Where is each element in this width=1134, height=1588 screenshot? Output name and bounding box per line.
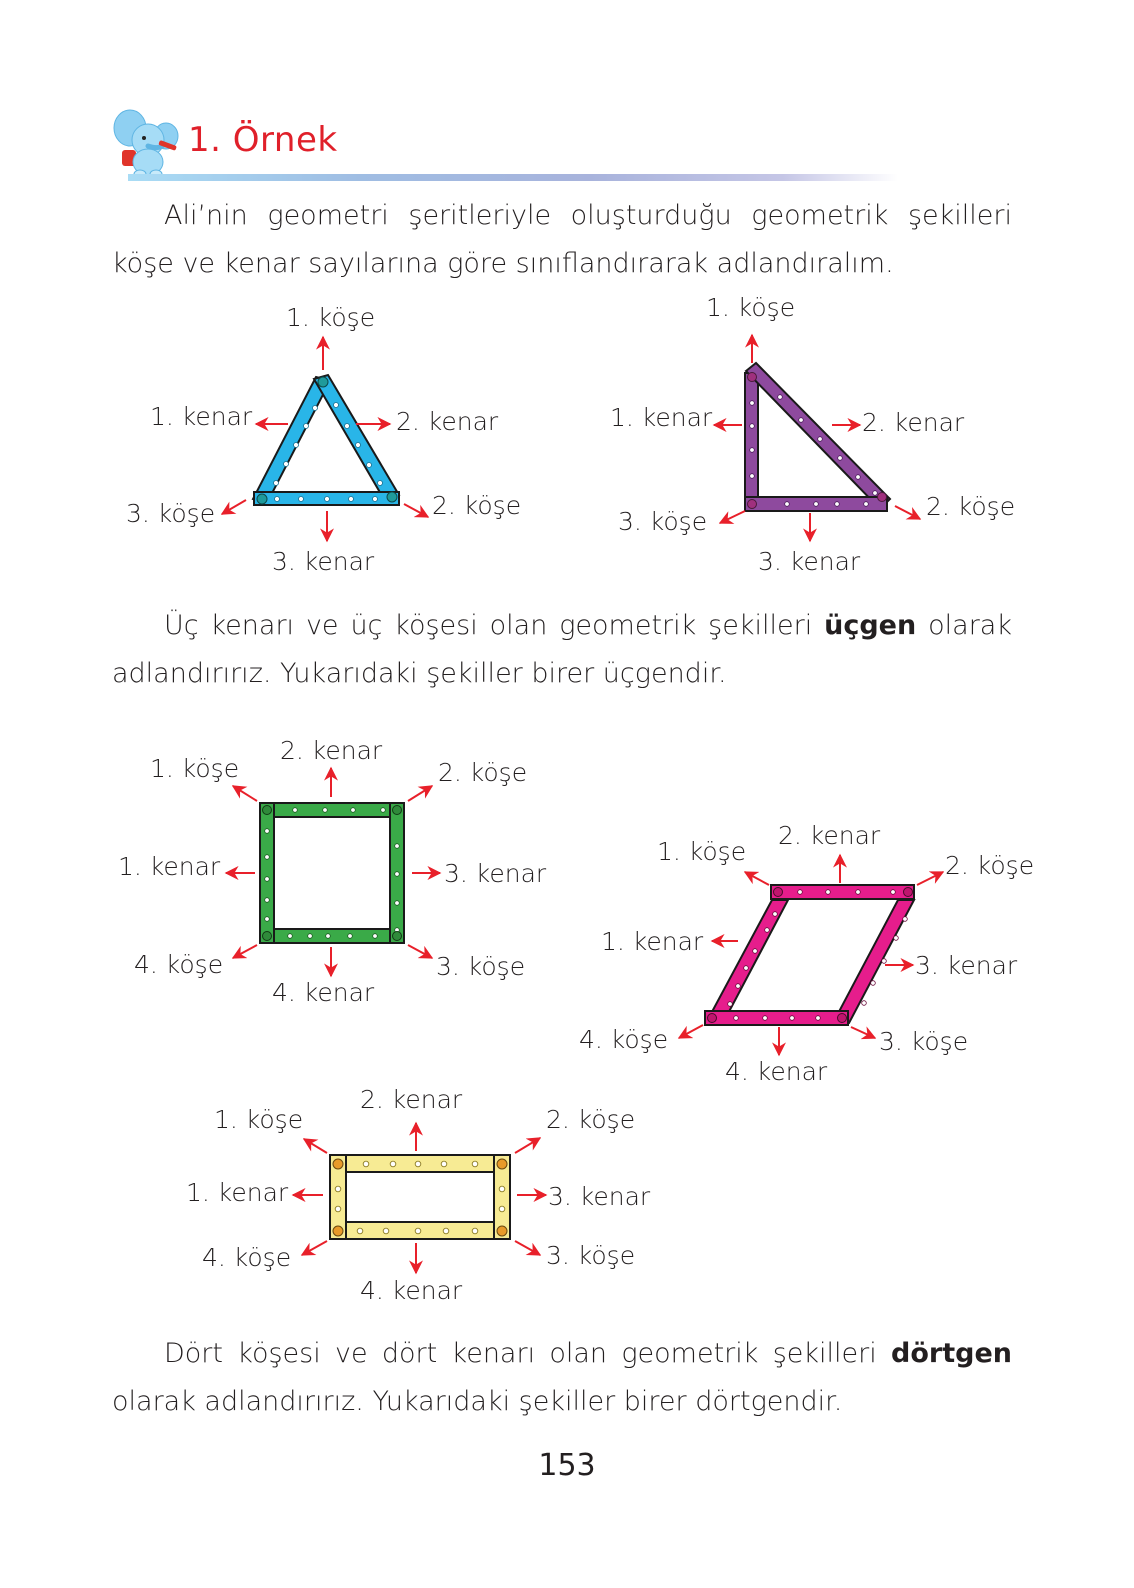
blue-side-1-label: 1. kenar bbox=[150, 402, 253, 431]
rect-side-3-label: 3. kenar bbox=[548, 1182, 651, 1211]
purple-triangle-figure bbox=[600, 285, 1030, 585]
square-side-2-label: 2. kenar bbox=[280, 736, 383, 765]
triangle-def-text: Üç kenarı ve üç köşesi olan geometrik şekilleri bbox=[164, 610, 813, 641]
purple-side-2-label: 2. kenar bbox=[862, 408, 965, 437]
rect-vertex-4-label: 4. köşe bbox=[202, 1243, 292, 1272]
intro-paragraph bbox=[112, 192, 1012, 288]
heading-title: 1. Örnek bbox=[188, 120, 338, 160]
para-side-1-label: 1. kenar bbox=[601, 927, 704, 956]
para-vertex-1-label: 1. köşe bbox=[657, 837, 747, 866]
intro-line-2: köşe ve kenar sayılarına göre sınıflandırarak adlandıralım. bbox=[112, 248, 894, 279]
purple-side-3-label: 3. kenar bbox=[758, 547, 861, 576]
blue-side-2-label: 2. kenar bbox=[396, 407, 499, 436]
quad-def-text: Dört köşesi ve dört kenarı olan geometrik şekilleri bbox=[164, 1338, 877, 1369]
rect-side-1-label: 1. kenar bbox=[186, 1178, 289, 1207]
blue-vertex-1-label: 1. köşe bbox=[286, 303, 376, 332]
term-dortgen: dörtgen bbox=[891, 1338, 1012, 1369]
square-side-4-label: 4. kenar bbox=[272, 978, 375, 1007]
para-vertex-4-label: 4. köşe bbox=[579, 1025, 669, 1054]
triangle-definition bbox=[112, 602, 1012, 698]
triangle-def-line-2: adlandırırız. Yukarıdaki şekiller birer üçgendir. bbox=[112, 658, 727, 689]
square-vertex-3-label: 3. köşe bbox=[436, 952, 526, 981]
purple-vertex-2-label: 2. köşe bbox=[926, 492, 1016, 521]
para-vertex-3-label: 3. köşe bbox=[879, 1027, 969, 1056]
blue-triangle-figure bbox=[110, 295, 530, 585]
para-side-3-label: 3. kenar bbox=[915, 951, 1018, 980]
rect-vertex-3-label: 3. köşe bbox=[546, 1241, 636, 1270]
square-vertex-2-label: 2. köşe bbox=[438, 758, 528, 787]
term-ucgen: üçgen bbox=[824, 610, 917, 641]
quad-def-line-2: olarak adlandırırız. Yukarıdaki şekiller birer dörtgendir. bbox=[112, 1386, 843, 1417]
para-vertex-2-label: 2. köşe bbox=[945, 851, 1035, 880]
blue-vertex-2-label: 2. köşe bbox=[432, 491, 522, 520]
blue-vertex-3-label: 3. köşe bbox=[126, 499, 216, 528]
blue-triangle-shape bbox=[110, 295, 530, 585]
rect-vertex-1-label: 1. köşe bbox=[214, 1105, 304, 1134]
square-side-1-label: 1. kenar bbox=[118, 852, 221, 881]
para-side-2-label: 2. kenar bbox=[778, 821, 881, 850]
example-heading bbox=[108, 102, 898, 184]
heading-underline bbox=[128, 174, 898, 181]
purple-vertex-1-label: 1. köşe bbox=[706, 293, 796, 322]
rect-side-2-label: 2. kenar bbox=[360, 1085, 463, 1114]
square-side-3-label: 3. kenar bbox=[444, 859, 547, 888]
quadrilateral-definition bbox=[112, 1330, 1012, 1426]
rect-side-4-label: 4. kenar bbox=[360, 1276, 463, 1305]
yellow-rectangle-figure bbox=[170, 1083, 670, 1323]
square-vertex-1-label: 1. köşe bbox=[150, 754, 240, 783]
elephant-mascot-icon bbox=[108, 102, 188, 182]
para-side-4-label: 4. kenar bbox=[725, 1057, 828, 1086]
purple-vertex-3-label: 3. köşe bbox=[618, 507, 708, 536]
triangle-def-tail: olarak bbox=[928, 610, 1012, 641]
square-vertex-4-label: 4. köşe bbox=[134, 950, 224, 979]
purple-triangle-shape bbox=[600, 285, 1030, 585]
purple-side-1-label: 1. kenar bbox=[610, 403, 713, 432]
page-number: 153 bbox=[538, 1448, 596, 1483]
blue-side-3-label: 3. kenar bbox=[272, 547, 375, 576]
rect-vertex-2-label: 2. köşe bbox=[546, 1105, 636, 1134]
intro-line-1: Ali’nin geometri şeritleriyle oluşturduğu geometrik şekilleri bbox=[164, 200, 1012, 231]
pink-parallelogram-figure bbox=[575, 815, 1045, 1095]
green-square-figure bbox=[110, 728, 560, 1018]
